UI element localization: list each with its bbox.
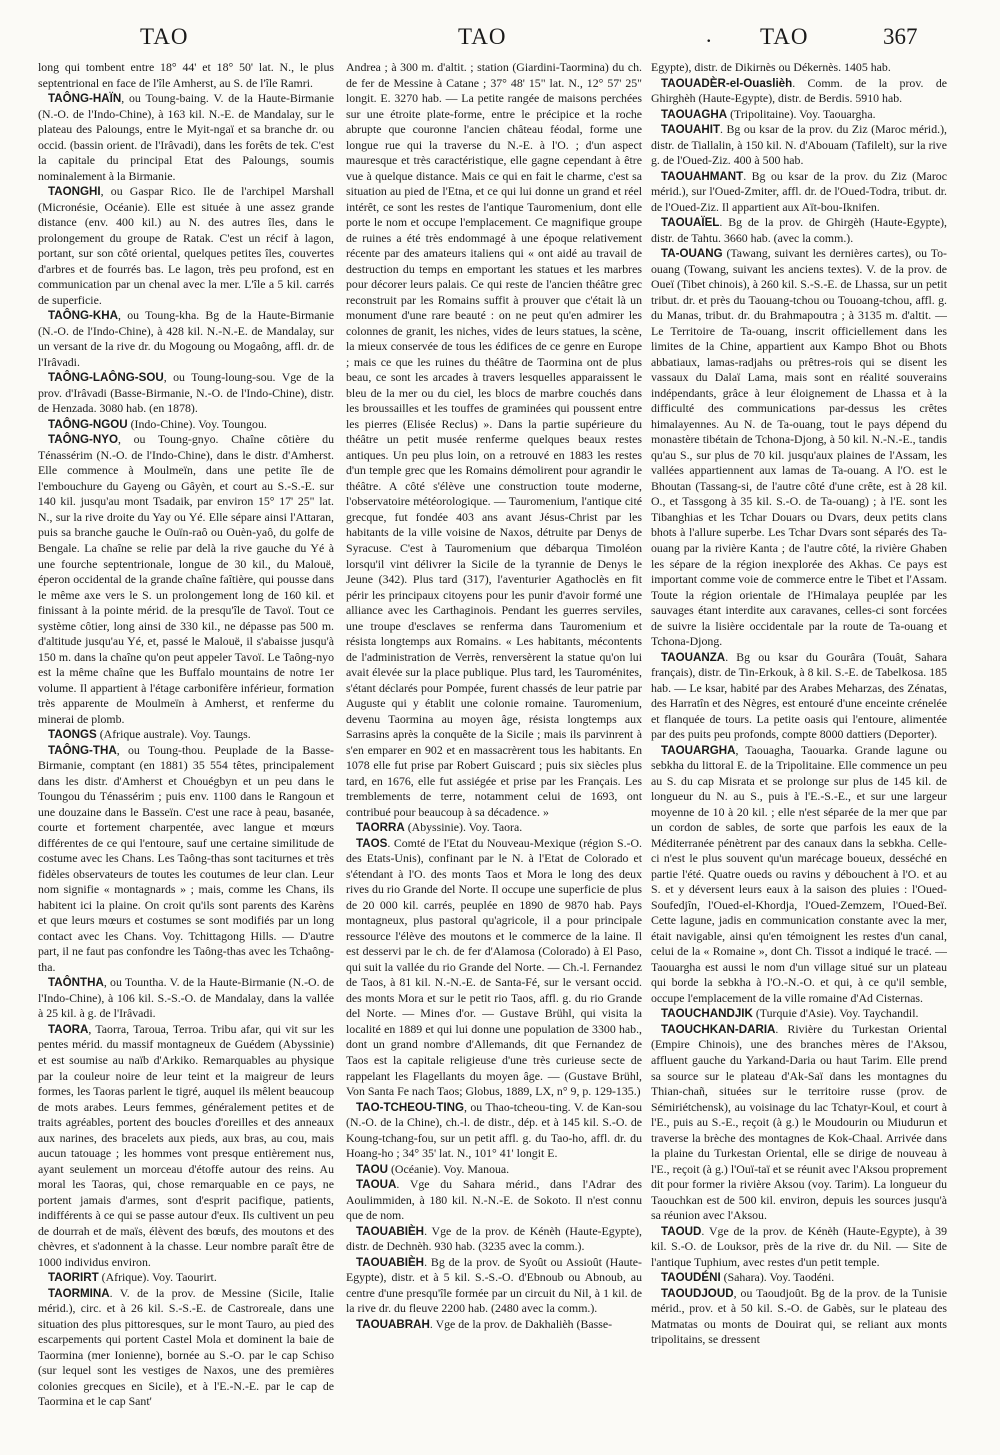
dictionary-entry [38,308,334,370]
dictionary-entry [38,91,334,184]
dictionary-entry [651,1224,947,1271]
text-column-1 [38,60,334,1445]
entry-text: Egypte), distr. de Dikirnès ou Dékernès. 1405 hab. [651,60,891,74]
entry-headword: TAOUCHKAN-DARIA [661,1022,776,1036]
entry-text: , ou Thao-tcheou-ting. V. de Kan-sou (N.-O. de la Chine), ch.-l. de distr., dép. et à 145 kil. S.-O. de Koung-tchang-fou, sur un petit affl. g. du Tao-ho, affl. dr. du Hoang-ho ; 34° 35' lat. N., 101° 41' longit E. [346,1099,642,1161]
entry-headword: TAOUD [661,1224,702,1238]
entry-text: , Taorra, Taroua, Terroa. Tribu afar, qui vit sur les pentes mérid. du massif montagneux de Guédem (Abyssinie) et est soumise au naïb d'Arkiko. Remarquables au physique par la couleur noire de leur teint et la maigreur de leurs formes, les Taoras parlent le tigré, auquel ils mêlent beaucoup de mots arabes. Leurs femmes, généralement petites et de traits agréables, portent des boucles d'oreilles et des anneaux aux narines, des bracelets aux pieds, aux bras, au cou, mais aucun tatouage ; les hommes vont presque entièrement nus, ayant seulement un morceau d'étoffe autour des reins. Au moral les Taoras, qui, chose remarquable en ce pays, ne portent jamais d'armes, sont d'esprit pacifique, patients, indifférents à ce qui se passe autour d'eux. Ils cultivent un peu de dourrah et de maïs, élèvent des bœufs, des moutons et des chèvres, et s'adonnent à la chasse. Leur nombre paraît être de 1000 individus environ. [38,1021,334,1269]
entry-text: (Océanie). Voy. Manoua. [387,1161,510,1176]
entry-text: (Sahara). Voy. Taodéni. [720,1270,835,1285]
entry-text: , ou Toung-baing. V. de la Haute-Birmanie (N.-O. de l'Indo-Chine), à 163 kil. N.-E. de Mandalay, sur le plateau des Paloungs, entre le Myit-ngaï et sa branche dr. ou occid. (bassin orient. de l'Irâvadi), dans les forêts de tek. C'est la capitale du principal Etat des Paloungs, soumis nominalement à la Birmanie. [38,91,334,183]
entry-headword: TAORIRT [48,1271,99,1285]
entry-headword: TAORA [48,1022,89,1036]
entry-text: Andrea ; à 300 m. d'altit. ; station (Giardini-Taormina) du ch. de fer de Messine à Catane ; 37° 48' 15" lat. N., 12° 57' 25" longit. E. 3270 hab. — La petite rangée de maisons perchées sur une étroite plate-forme, entre le précipice et la roche abrupte que couronne l'ancien château féodal, forme une longue rue qui la traverse du N.-E. à l'O. ; d'un aspect mauresque et très caractéristique, elle gagne cependant à être vue à quelque distance. Mais ce qui en fait le charme, c'est sa situation au pied de l'Etna, et ce qui lui donne un grand et réel intérêt, ce sont les restes de l'antique Tauromenium, dont elle porte le nom et occupe l'emplacement. Ce magnifique groupe de ruines a été très endommagé à une époque relativement récente par des amateurs italiens qui « ont aidé au travail de destruction du temps en emportant les statues et les marbres pour décorer leurs palais. Ce qui reste de l'ancien théâtre grec reconstruit par les Romains suffit à prouver que c'était là un monument d'une rare beauté : on ne peut qu'en admirer les colonnes de granit, les niches, vides de leurs statues, la scène, la mieux conservée de tous les édifices de ce genre en Europe ; mais ce que les ruines du théâtre de Taormina ont de plus beau, ce sont les arcades à travers lesquelles apparaissent le bleu de la mer ou du ciel, les blocs de marbre couchés dans les broussailles et les touffes de graminées qui poussent entre les pierres (Elisée Reclus) ». Dans la partie supérieure du théâtre un petit musée renferme quelques beaux restes antiques. Un peu plus loin, on a retrouvé en 1883 les restes d'un temple grec que les Romains démolirent pour agrandir le théâtre. A côté s'élève une construction toute moderne, l'observatoire météorologique. — Tauromenium, l'antique cité grecque, fut fondée 403 ans avant Jésus-Christ par les habitants de la ville voisine de Naxos, détruite par Denys de Syracuse. C'est à Tauromenium que débarqua Timoléon lorsqu'il vint délivrer la Sicile de la tyrannie de Denys le Jeune (342). Plus tard (317), l'aventurier Agathoclès en fit périr les principaux citoyens pour les punir d'avoir formé une alliance avec les Carthaginois. Pendant les guerres serviles, une troupe d'esclaves se renferma dans Tauromenium et résista longtemps aux Romains. « Les habitants, mécontents de l'administration de Verrès, renversèrent la statue qu'on lui avait élevée sur la place publique. Plus tard, les Tauroménites, s'étant déclarés pour Pompée, furent chassés de leur patrie par Auguste qui y établit une colonie romaine. Tauromenium, devenu Taormina au moyen âge, résista longtemps aux Sarrasins après la conquête de la Sicile ; mais ils parvinrent à s'en emparer en 902 et en massacrèrent tous les habitants. En 1078 elle fut prise par Robert Guiscard ; puis six siècles plus tard, en 1676, elle fut assiégée et prise par les Français. Les tremblements de terre, notamment celui de 1693, ont contribué pour beaucoup à sa décadence. » [346,60,642,819]
left-running-head: TAO [140,24,189,49]
entry-headword: TAOUAÏEL [661,216,720,230]
entry-headword: TAOUANZA [661,650,726,664]
entry-text: . Comté de l'Etat du Nouveau-Mexique (région S.-O. des Etats-Unis), confinant par le N. à l'Etat de Colorado et s'étendant à l'O. des monts Taos et Mora le long des deux rives du rio Grande del Norte. Il occupe une superficie de plus de 20 000 kil. carrés, peuplée en 1890 de 9870 hab. Pays montagneux, plus pastoral qu'agricole, il a pour principale ressource l'élève des moutons et le commerce de la laine. Il est desservi par le ch. de fer d'Alamosa (Colorado) à El Paso, qui suit la vallée du rio Grande del Norte. — Ch.-l. Fernandez de Taos, à 81 kil. N.-N.-E. de Santa-Fé, sur le versant occid. des monts Mora et sur le petit rio Taos, affl. g. du rio Grande del Norte. — Mines d'or. — Gustave Brühl, qui visita la localité en 1889 et qui lui donne une population de 3300 hab., dont un grand nombre d'Allemands, dit que Fernandez de Taos est la capitale religieuse d'une très curieuse secte de rappelant les Flagellants du moyen âge. — (Gustave Brühl, Von Santa Fe nach Taos; Globus, 1889, LX, n° 9, p. 129-135.) [346,835,642,1099]
entry-text: (Abyssinie). Voy. Taora. [404,820,523,835]
entry-headword: TAOUAHMANT [661,169,744,183]
entry-headword: TAOUDJOUD [661,1286,734,1300]
dictionary-entry [651,60,947,76]
dictionary-entry [346,60,642,820]
entry-headword: TAÔNG-LAÔNG-SOU [48,371,164,385]
entry-headword: TA-OUANG [661,247,723,261]
entry-headword: TAOUABIÈH [356,1224,425,1238]
entry-headword: TAÔNG-NGOU [48,417,128,431]
dictionary-entry [38,1022,334,1270]
dictionary-entry [651,1006,947,1022]
entry-headword: TAOUCHANDJIK [661,1007,753,1021]
entry-text: . Bg de la prov. de Syoût ou Assioût (Haute-Egypte), distr. et à 5 kil. S.-S.-O. d'Ebnoub ou Abnoub, au centre d'une presqu'île formée par un circuit du Nil, à 1 kil. de la rive dr. du fleuve 2200 hab. (2480 avec la comm.). [346,1254,642,1316]
entry-headword: TAORRA [356,821,405,835]
dictionary-entry [346,1224,642,1255]
entry-text: (Indo-Chine). Voy. Toungou. [127,416,267,431]
dictionary-entry [651,1022,947,1224]
entry-text: , ou Toung-kha. Bg de la Haute-Birmanie (N.-O. de l'Indo-Chine), à 428 kil. N.-N.-E. de Mandalay, sur un versant de la rive dr. du Mogoung ou Mogaông, affl. dr. de l'Irâvadi. [38,308,334,369]
dictionary-entry [346,820,642,836]
entry-headword: TAÔNTHA [48,976,104,990]
text-column-3 [651,60,947,1445]
dictionary-entry [346,1100,642,1162]
dictionary-entry [38,417,334,433]
entry-headword: TAOUADÈR-el-Ouaslièh [661,76,793,90]
dictionary-entry [651,650,947,743]
header-dot: . [706,22,712,47]
dictionary-entry [38,432,334,727]
entry-headword: TAÔNG-THA [48,743,117,757]
entry-text: , ou Toung-thou. Peuplade de la Basse-Birmanie, comptant (en 1881) 35 554 têtes, principalement dans les distr. d'Amherst et Chouégbyn et un peu dans le Toungou du Ténassérim ; puis env. 1100 dans le Rangoun et une douzaine dans le Basseïn. C'est une race à peau, basanée, courte et fortement charpentée, avec langue et mœurs différentes de ce qui l'entoure, sauf une certaine similitude de costume avec les Chans. Les Taông-thas sont taciturnes et très fidèles observateurs de toutes les coutumes de leur clan. Leur nom signifie « montagnards » ; mais, comme les Chans, ils habitent ici la plaine. On croit qu'ils sont parents des Karèns et que leurs mœurs et costumes se sont modifiés par un long contact avec les Chans. Voy. Tchittagong Hills. — D'autre part, il ne faut pas confondre les Taông-thas avec les Tchaông-tha. [38,742,334,974]
dictionary-entry [651,246,947,649]
entry-headword: TAOUAGHA [661,107,728,121]
dictionary-entry [346,1317,642,1333]
dictionary-entry [346,836,642,1100]
entry-text: (Tawang, suivant les dernières cartes), ou To-ouang (Towang, suivant les anciens textes). V. de la prov. de Oueï (Tibet chinois), à 260 kil. S.-S.-E. de Lhassa, sur un petit tribut. dr. et près du Taouang-tchou ou Touoang-tchou, affl. g. du Manas, tribut. dr. du Brahmapoutra ; à 3135 m. d'altit. — Le Territoire de Ta-ouang, inscrit officiellement dans les limites de la Chine, appartient aux Kampo Bhot ou Bhots abbatiaux, lamas-radjahs ou prêtres-rois qui se disent les vassaux du Dalaï Lama, mais sont en réalité souverains indépendants, grâce à leur éloignement de Lhassa et à la difficulté des communications par-dessus les crêtes himalayennes. Au N. de Ta-ouang, tout le pays dépend du monastère tibétain de Tchona-Djong, à 50 kil. N.-N.-E., tandis qu'au S., sur plus de 70 kil. jusqu'aux plaines de l'Assam, les vallées appartiennent aux lamas de Ta-ouang. A l'O. est le Bhoutan (Tassang-si, de l'autre côté d'une crête, est à 28 kil. O., et Tassgong à 35 kil. S.-O. de Ta-ouang) ; à l'E. sont les Tibanghias et les Tchar Douars ou Dvars, deux petits clans bhots à l'allure superbe. Les Tchar Dvars sont séparés des Ta-ouang par la rivière Kanta ; de l'autre côté, la rivière Ghaben les sépare de la région inexplorée des Akhas. Ce pays est important comme voie de commerce entre le Tibet et l'Assam. Toute la région orientale de l'Himalaya peuplée par les sauvages étant interdite aux caravanes, celles-ci sont forcées de suivre la lisière occidentale par la route de Ta-ouang et Tchona-Djong. [651,246,947,649]
entry-headword: TAORMINA [48,1286,110,1300]
dictionary-entry [38,975,334,1022]
dictionary-entry [346,1177,642,1224]
entry-headword: TAOUARGHA [661,743,736,757]
entry-text: . Bg de la prov. de Ghirgèh (Haute-Egypte), distr. de Tahtu. 3660 hab. (avec la comm.). [651,215,947,245]
entry-text: . Vge du Sahara mérid., dans l'Adrar des Aoulimmiden, à 180 kil. N.-N.-E. de Sokoto. Il n'est connu que de nom. [346,1177,642,1223]
dictionary-entry [651,1270,947,1286]
entry-headword: TAOUABRAH [356,1317,430,1331]
entry-text: , ou Toung-loung-sou. Vge de la prov. d'Irâvadi (Basse-Birmanie, N.-O. de l'Indo-Chine), distr. de Henzada. 3080 hab. (en 1878). [38,370,334,416]
dictionary-entry [651,169,947,216]
entry-text: (Afrique australe). Voy. Taungs. [96,727,251,742]
entry-headword: TAOUABIÈH [356,1255,425,1269]
center-running-head: TAO [458,24,507,49]
dictionary-entry [651,76,947,107]
dictionary-entry [346,1255,642,1317]
entry-text: . Vge de la prov. de Kénèh (Haute-Egypte), distr. de Dechnèh. 930 hab. (3235 avec la comm.). [346,1223,642,1254]
entry-text: , ou Taoudjoût. Bg de la prov. de la Tunisie mérid., prov. et à 50 kil. S.-O. de Gabès, sur le plateau des Matmatas ou monts de Douirat qui, se reliant aux monts tripolitains, se dressent [651,1285,947,1347]
dictionary-entry [38,1286,334,1410]
entry-headword: TAÔNG-NYO [48,433,118,447]
entry-headword: TAONGHI [48,185,101,199]
entry-text: . Bg ou ksar du Gourâra (Touât, Sahara français), distr. de Tin-Erkouk, à 8 kil. S.-E. de Tabelkosa. 185 hab. — Le ksar, habité par des Arabes Meharzas, des Zénatas, des Harratîn et des Nègres, est entouré d'une enceinte crénelée et flanquée de tours. La petite oasis qui l'entoure, alimentée par des puits peu profonds, compte 8000 dattiers (Deporter). [651,649,947,742]
entry-text: , ou Gaspar Rico. Ile de l'archipel Marshall (Micronésie, Océanie). Elle est située à une assez grande distance (env. 400 kil.) au N. des autres îles, dans le prolongement du groupe de Ratak. C'est un récif à lagon, portant, sur son côté oriental, quelques petites îles, couvertes d'arbres et de fourrés bas. Le lagon, très peu profond, est en communication par un chenal avec la mer. L'île a 5 kil. carrés de superficie. [38,184,334,307]
dictionary-entry [651,1286,947,1348]
entry-headword: TAO-TCHEOU-TING [356,1100,464,1114]
page-header [0,12,1000,52]
entry-headword: TAONGS [48,728,97,742]
entry-text: . Bg ou ksar de la prov. du Ziz (Maroc mérid.), sur l'Oued-Zmiter, affl. dr. de l'Oued-Todra, tribut. dr. de l'Oued-Ziz. Il appartient aux Aït-bou-Iknifen. [651,168,947,214]
entry-text: . Rivière du Turkestan Oriental (Empire Chinois), une des branches mères de l'Aksou, affluent gauche du Yarkand-Daria ou haut Tarim. Elle prend sa source sur le plateau d'Ak-Saï dans les montagnes du Thian-chañ, situées sur le territoire russe (prov. de Sémiriétchensk), au voisinage du lac Tchatyr-Koul, et court à l'E., puis au S.-E., reçoit (à g.) le Moudourin ou Miudurun et traverse la brèche des montagnes de Kok-Chaal. Arrivée dans la plaine du Turkestan Oriental, elle se dirige de nouveau à l'E., reçoit (à g.) l'Ouï-taï et se réunit avec l'Aksou proprement dit pour former la rivière Aksou (voy. Tarim). La longueur du Taouchkan est de 500 kil. environ, depuis les sources jusqu'à sa réunion avec l'Aksou. [651,1021,947,1223]
right-running-head: TAO [760,24,809,49]
dictionary-entry [38,743,334,976]
entry-headword: TAOUDÉNI [661,1271,721,1285]
entry-headword: TAOS [356,836,388,850]
dictionary-entry [38,1270,334,1286]
entry-text: . Bg ou ksar de la prov. du Ziz (Maroc mérid.), distr. de Tiallalin, à 150 kil. N. d'Abouam (Tafilelt), sur la rive g. de l'Oued-Ziz. 400 à 500 hab. [651,122,947,168]
dictionary-entry [38,60,334,91]
entry-headword: TAOUA [356,1178,397,1192]
entry-text: (Tripolitaine). Voy. Taouargha. [727,106,876,121]
dictionary-entry [38,727,334,743]
dictionary-entry [651,215,947,246]
entry-text: . Vge de la prov. de Kénèh (Haute-Egypte), à 39 kil. S.-O. de Louksor, près de la rive dr. du Nil. — Site de l'antique Tuphium, avec restes d'un petit temple. [651,1223,947,1269]
dictionary-entry [651,122,947,169]
page-number: 367 [883,24,918,49]
text-column-2 [346,60,642,1445]
entry-text: , Taouagha, Taouarka. Grande lagune ou sebkha du littoral E. de la Tripolitaine. Elle commence un peu au S. du cap Misrata et se prolonge sur plus de 145 kil. de longueur du N. au S., puis à l'E.-S.-E., et sur une largeur moyenne de 10 à 20 kil. ; elle n'est séparée de la mer que par un cordon de sables, de sorte que parfois les eaux de la Méditerranée pénètrent par des canaux dans la sebkha. Celle-ci n'est le plus souvent qu'un marécage boueux, desséché en partie l'été. Quatre oueds ou ravins y débouchent à l'O. et au S. et y déversent leurs eaux à la saison des pluies : l'Oued-Soufedjîn, l'Oued-el-Khordja, l'Oued-Zemzem, l'Oued-Beï. Cette lagune, jadis en communication constante avec la mer, était navigable, ainsi qu'en témoignent les restes d'un canal, celui de la « Romaine », dont Ch. Tissot a indiqué le tracé. — Taouargha est aussi le nom d'un village situé sur un plateau qui borde la sebkha à l'O.-N.-O. et qui, à ce qu'il semble, occupe l'emplacement de la ville romaine d'Ad Cisternas. [651,742,947,1005]
entry-headword: TAÔNG-HAÏN [48,92,122,106]
entry-text: . V. de la prov. de Messine (Sicile, Italie mérid.), circ. et à 26 kil. S.-S.-E. de Castroreale, dans une situation des plus pittoresques, sur le mont Tauro, au pied des escarpements qui portent Castel Mola et dominent la baie de Taormina (mer Ionienne), bornée au S.-O. par le cap Schiso (sur lequel sont les vestiges de Naxos, une des premières colonies grecques en Sicile), et à l'E.-N.-E. par le cap de Taormina et le cap Sant' [38,1285,334,1409]
dictionary-entry [346,1162,642,1178]
entry-text: , ou Toung-gnyo. Chaîne côtière du Ténassérim (N.-O. de l'Indo-Chine), dans le distr. d'Amherst. Elle commence à Moulmeïn, dans une petite île de l'embouchure du Gayeng ou Gâyèn, et court au S.-S.-E. sur 140 kil. jusqu'au mont Tsadaik, par environ 15° 17' 25" lat. N., sur la rive droite du Yay ou Yé. Elle sépare ainsi l'Attaran, puis sa branche gauche le Ouïn-raô ou Ouèn-yaô, du golfe de Bengale. La chaîne se relie par delà la rive gauche du Yé à une fourche septentrionale, longue de 30 kil., du Malouë, éperon occidental de la grande chaîne faîtière, qui pousse dans le même axe vers le S. un prolongement long de 160 kil. et finissant à la pointe mérid. de la presqu'île de Tavoï. Tout ce système côtier, long ainsi de 330 kil., ne dépasse pas 500 m. d'altitude jusqu'au Yé, et, passé le Malouë, il s'abaisse jusqu'à 150 m. dans la chaîne qu'on peut appeler Tavoï. Le Taông-nyo est la même chaîne que les Buffalo mountains de notre 1er volume. Il appartient à l'étage carbonifère inférieur, formation très apparente de Moulmeïn à Amherst, et renferme du minerai de plomb. [38,432,334,726]
entry-text: (Afrique). Voy. Taourirt. [98,1270,217,1285]
dictionary-entry [651,743,947,1007]
entry-text: (Turquie d'Asie). Voy. Taychandil. [752,1006,919,1021]
entry-text: long qui tombent entre 18° 44' et 18° 50' lat. N., le plus septentrional en face de l'île Amherst, au S. de l'île Ramri. [38,60,334,90]
dictionary-entry [38,184,334,308]
dictionary-entry [651,107,947,123]
entry-headword: TAOU [356,1162,388,1176]
entry-text: . Comm. de la prov. de Ghirghèh (Haute-Egypte), distr. de Berdis. 5910 hab. [651,75,947,106]
entry-text: , ou Tountha. V. de la Haute-Birmanie (N.-O. de l'Indo-Chine), à 106 kil. S.-S.-O. de Mandalay, dans la vallée à 25 kil. à g. de l'Irâvadi. [38,975,334,1021]
entry-text: . Vge de la prov. de Dakhalièh (Basse- [429,1316,613,1331]
dictionary-entry [38,370,334,417]
entry-headword: TAOUAHIT [661,123,721,137]
entry-headword: TAÔNG-KHA [48,309,118,323]
